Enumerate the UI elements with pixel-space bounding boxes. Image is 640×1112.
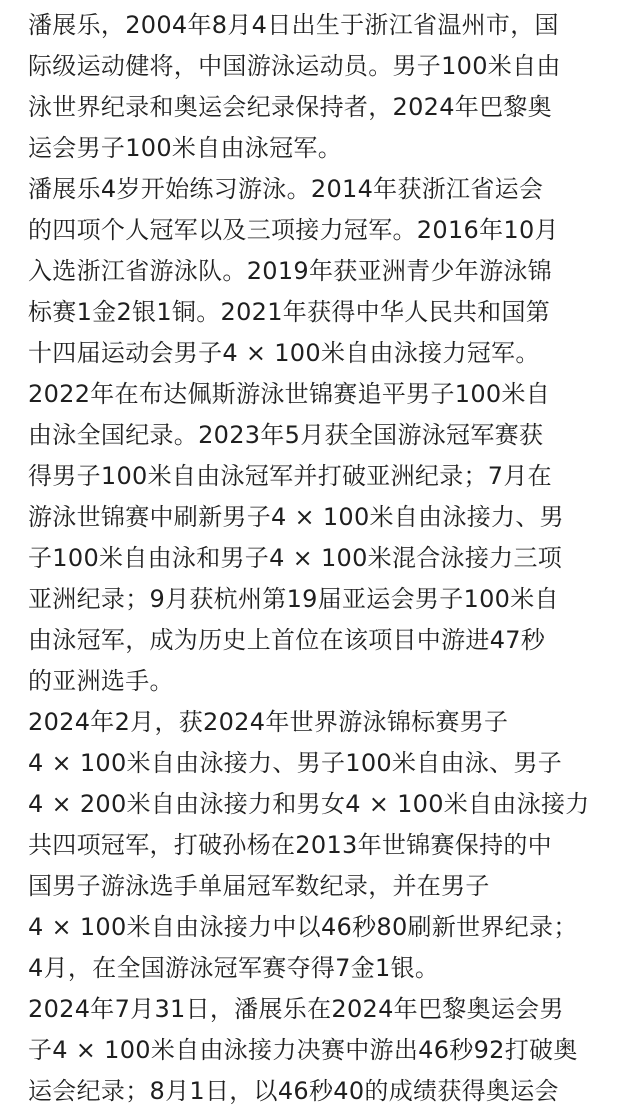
text-line: 运会纪录；8月1日，以46秒40的成绩获得奥运会 [28,1077,559,1105]
text-line: 2022年在布达佩斯游泳世锦赛追平男子100米自 [28,380,551,408]
text-line: 4 × 200米自由泳接力和男女4 × 100米自由泳接力 [28,790,590,818]
paragraph-early-career [28,169,632,374]
text-line: 泳世界纪录和奥运会纪录保持者，2024年巴黎奥 [28,93,552,121]
paragraph-intro [28,5,632,169]
paragraph-paris-olympics [28,989,632,1112]
text-line: 十四届运动会男子4 × 100米自由泳接力冠军。 [28,339,540,367]
text-line: 的亚洲选手。 [28,667,174,695]
text-line: 2024年2月，获2024年世界游泳锦标赛男子 [28,708,509,736]
text-line: 潘展乐，2004年8月4日出生于浙江省温州市，国 [28,11,559,39]
text-line: 标赛1金2银1铜。2021年获得中华人民共和国第 [28,298,551,326]
text-line: 由泳冠军，成为历史上首位在该项目中游进47秒 [28,626,546,654]
paragraph-2022-2023 [28,374,632,702]
text-line: 共四项冠军，打破孙杨在2013年世锦赛保持的中 [28,831,552,859]
text-line: 际级运动健将，中国游泳运动员。男子100米自由 [28,52,561,80]
text-line: 4月，在全国游泳冠军赛夺得7金1银。 [28,954,440,982]
text-line: 运会男子100米自由泳冠军。 [28,134,343,162]
text-line: 潘展乐4岁开始练习游泳。2014年获浙江省运会 [28,175,544,203]
text-line: 国男子游泳选手单届冠军数纪录，并在男子 [28,872,490,900]
text-line: 4 × 100米自由泳接力、男子100米自由泳、男子 [28,749,563,777]
text-line: 子100米自由泳和男子4 × 100米混合泳接力三项 [28,544,563,572]
text-line: 4 × 100米自由泳接力中以46秒80刷新世界纪录； [28,913,578,941]
text-line: 由泳全国纪录。2023年5月获全国游泳冠军赛获 [28,421,544,449]
text-line: 的四项个人冠军以及三项接力冠军。2016年10月 [28,216,559,244]
text-line: 子4 × 100米自由泳接力决赛中游出46秒92打破奥 [28,1036,578,1064]
paragraph-2024-spring [28,702,632,989]
text-line: 2024年7月31日，潘展乐在2024年巴黎奥运会男 [28,995,564,1023]
text-line: 入选浙江省游泳队。2019年获亚洲青少年游泳锦 [28,257,552,285]
text-line: 得男子100米自由泳冠军并打破亚洲纪录；7月在 [28,462,552,490]
text-line: 游泳世锦赛中刷新男子4 × 100米自由泳接力、男 [28,503,564,531]
text-line: 亚洲纪录；9月获杭州第19届亚运会男子100米自 [28,585,559,613]
